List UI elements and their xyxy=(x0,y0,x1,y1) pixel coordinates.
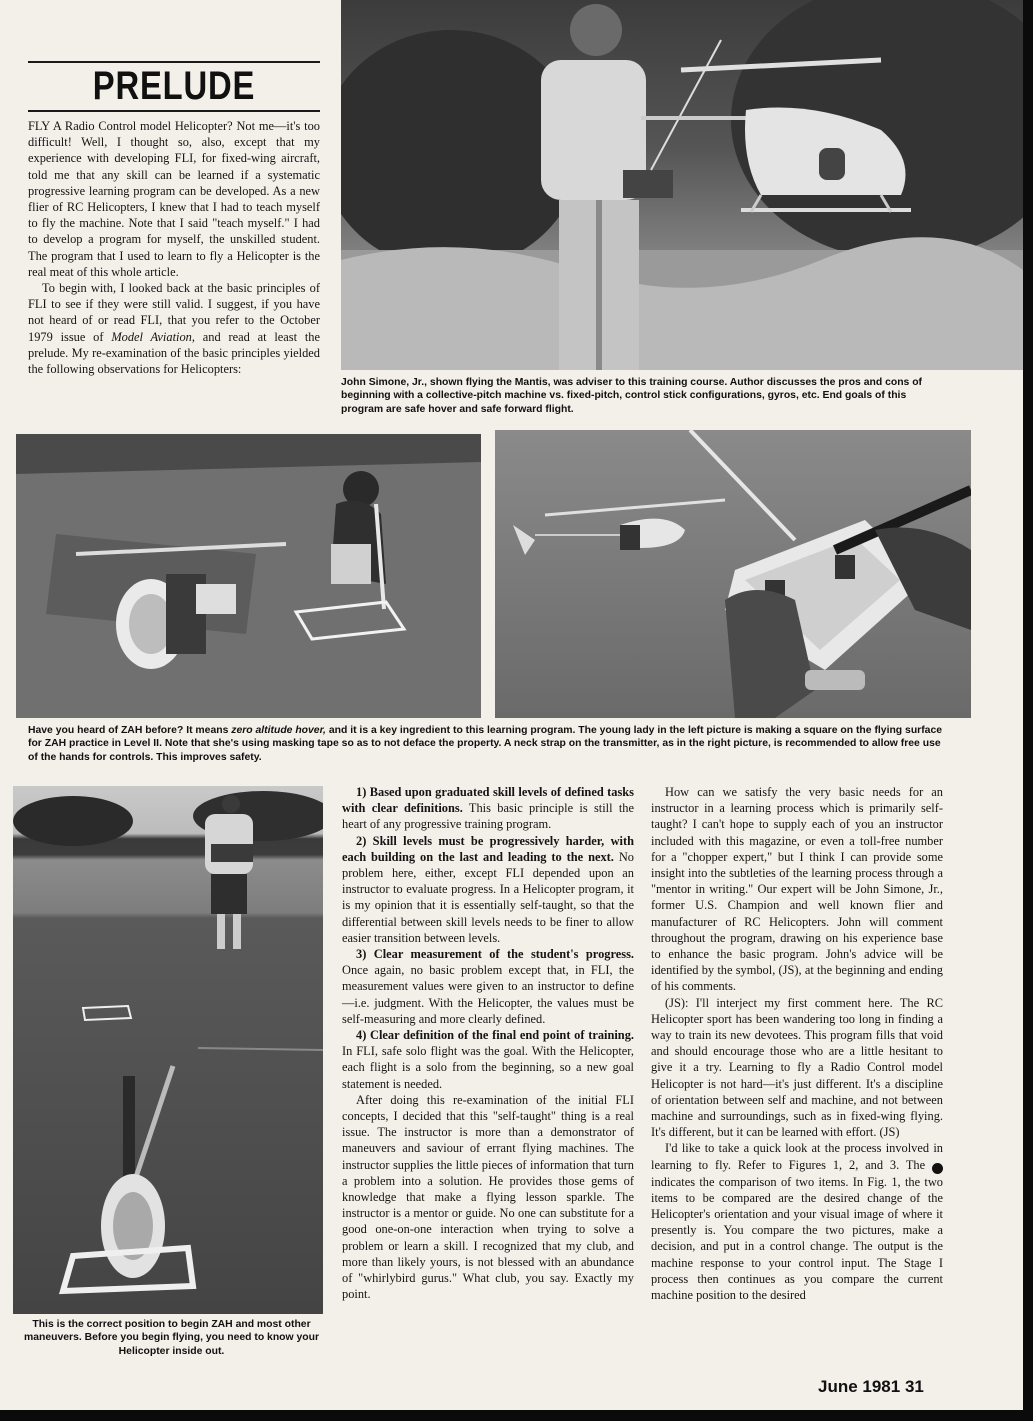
photo-lady-taping-square xyxy=(16,434,481,718)
mentor-column xyxy=(651,784,954,1303)
photo-zah-start-position xyxy=(13,786,323,1314)
photo-transmitter-neck-strap xyxy=(495,430,971,718)
process-paragraph: I'd like to take a quick look at the process involved in learning to fly. Refer to Figures 1, 2, and 3. The ✕ indicates the comparison of two items. In Fig. 1, the two items to be compared are the desired change of the Helicopter's orientation and your visual image of where it presently is. You compare the two pictures, make a decision, and put in a control change. The output is the machine response to your control input. The Stage I process then continues as you compare the current machine position to the desired xyxy=(651,1141,954,1303)
scan-edge-bottom xyxy=(0,1410,1033,1421)
principle-4: 4) Clear definition of the final end point of training. In FLI, safe solo flight was the goal. With the Helicopter, each flight is a solo from the beginning, so a new goal statement is needed. xyxy=(342,1028,634,1091)
scan-edge-right xyxy=(1023,0,1033,1421)
title-rule-bottom xyxy=(28,110,320,112)
comparison-symbol-icon: ✕ xyxy=(932,1163,943,1174)
caption-zah-term: zero altitude hover, xyxy=(231,725,326,736)
page-folio: June 1981 31 xyxy=(818,1377,924,1396)
self-taught-paragraph: After doing this re-examination of the initial FLI concepts, I decided that this "self-taught" thing is a real issue. The instructor is more than a demonstrator of maneuvers and saviour of errant flying machines. The instructor supplies the little pieces of information that turn a problem into a solution. He provides those gems of knowledge that make a flying lesson sparkle. The instructor is a mentor or guide. No one can substitute for a good one-on-one interaction when trying to solve a problem or learn a skill. I recognized that my club, and more than likely yours, is not blessed with an abundance of "whirlybird gurus." What club, you say. Exactly my point. xyxy=(342,1092,634,1302)
principle-1: 1) Based upon graduated skill levels of defined tasks with clear definitions. This basic principle is still the heart of any progressive training program. xyxy=(342,785,634,832)
caption-top-photo: John Simone, Jr., shown flying the Mantis, was adviser to this training course. Author discusses the pros and cons of beginning with a collective-pitch machine vs. fixed-pitch, control stick configurations, gyros, etc. End goals of this program are safe hover and safe forward flight. xyxy=(341,377,923,415)
js-comment-paragraph: (JS): I'll interject my first comment here. The RC Helicopter sport has been wandering too long in finding a way to train its new devotees. This program fills that void and should encourage those who are a little hesitant to give it a try. Learning to fly a Radio Control model Helicopter is not hard—it's just different. It's a discipline of orientation between self and machine, and not between machine and surroundings, such as in fixed-wing flying. It's different, but it can be learned with effort. (JS) xyxy=(651,995,943,1140)
page-title: PRELUDE xyxy=(92,64,256,108)
intro-paragraph-1: FLY A Radio Control model Helicopter? Not me—it's too difficult! Well, I thought so, also, except that my experience with developing FLI, for fixed-wing aircraft, told me that any skill can be learned if a systematic progressive learning program can be developed. As a new flier of RC Helicopters, I knew that I had to teach myself to fly the machine. Note that I said "teach myself." I had to develop a program for myself, the unskilled student. The program that I used to learn to fly a Helicopter is the real meat of this whole article. xyxy=(28,119,320,279)
principles-column xyxy=(342,784,634,1303)
magazine-name: Model Aviation xyxy=(111,329,192,344)
principle-3: 3) Clear measurement of the student's progress. Once again, no basic problem except that, in FLI, the measurement values were given to an instructor to define—i.e. judgment. With the Helicopter, the values must be self-measuring and more clearly defined. xyxy=(342,947,634,1026)
caption-middle-photos: Have you heard of ZAH before? It means zero altitude hover, and it is a key ingredient to this learning program. The young lady in the left picture is making a square on the flying surface for ZAH practice in Level II. Note that she's using masking tape so as to not deface the property. A neck strap on the transmitter, as in the right picture, is recommended to allow free use of the hands for controls. This improves safety. xyxy=(28,725,943,763)
intro-column xyxy=(28,118,320,377)
caption-zah-position: This is the correct position to begin ZAH and most other maneuvers. Before you begin flying, you need to know your Helicopter inside out. xyxy=(23,1319,320,1357)
principle-2: 2) Skill levels must be progressively harder, with each building on the last and leading to the next. No problem here, either, except FLI depended upon an instructor to evaluate progress. In a Helicopter program, it is my opinion that it is essentially self-taught, so that the differential between skill levels needs to be finer to allow easier transition between levels. xyxy=(342,833,634,945)
mentor-paragraph-1: How can we satisfy the very basic needs for an instructor in a learning process which is primarily self-taught? I can't hope to supply each of you an instructor included with this magazine, or even a toll-free number for a "chopper expert," but I think I can provide some insight into the subtleties of the learning process through a "mentor in writing." Our expert will be John Simone, Jr., former U.S. Champion and well known flier and manufacturer of RC Helicopters. John will comment throughout the program, drawing on his experience base to enhance the basic program. John's advice will be identified by the symbol, (JS), at the beginning and ending of his comments. xyxy=(651,785,943,994)
photo-simone-flying-mantis xyxy=(341,0,1023,370)
intro-paragraph-2: To begin with, I looked back at the basic principles of FLI to see if they were still valid. I suggest, if you have not heard of or read FLI, that you refer to the October 1979 issue of Model Aviation, and read at least the prelude. My re-examination of the basic principles yielded the following observations for Helicopters: xyxy=(28,281,320,377)
